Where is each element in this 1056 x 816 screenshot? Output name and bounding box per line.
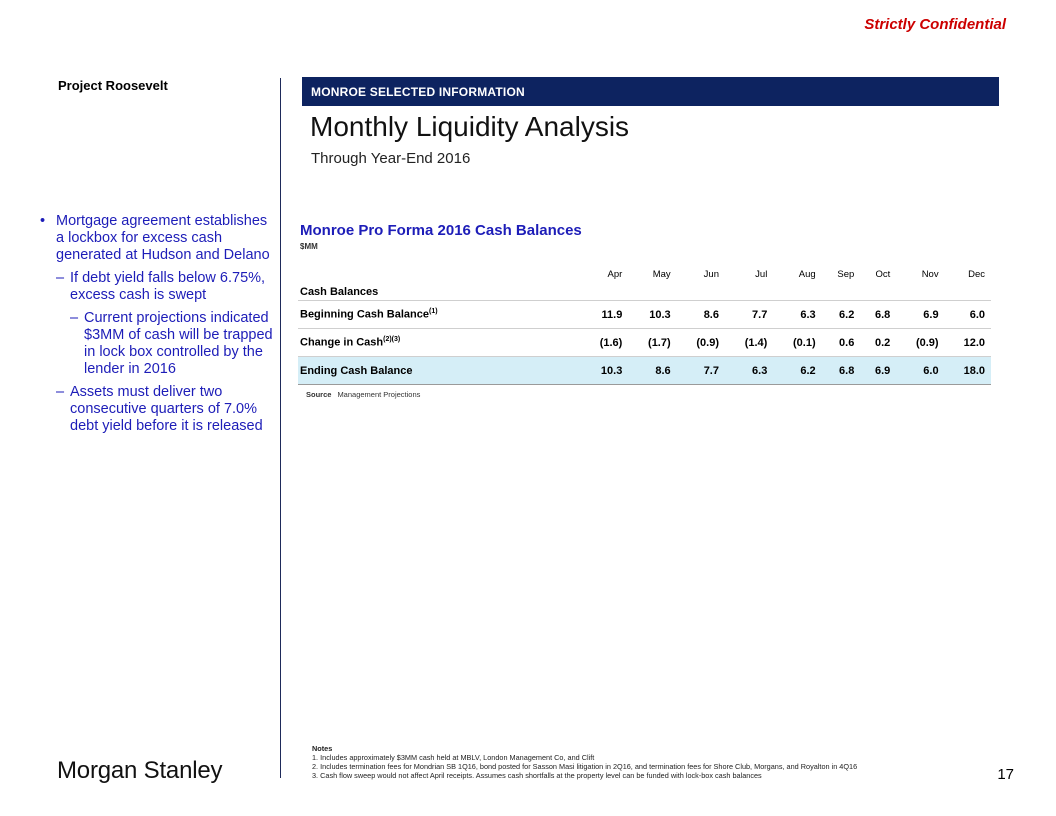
bullet-mark: – [56,384,65,400]
section-row [298,284,991,301]
bullet-projections [34,310,274,378]
table-row-ending [298,357,991,385]
footnote: 3. Cash flow sweep would not affect April receipts. Assumes cash shortfalls at the property level can be funded with lock-box cash balances [312,771,762,780]
table-cell: 7.7 [677,357,725,385]
table-cell: 6.0 [896,357,944,385]
table-cell: 6.8 [860,301,896,329]
table-cell: 6.2 [773,357,821,385]
vertical-divider [280,78,281,778]
column-header: May [652,268,671,280]
table-cell: 8.6 [628,357,676,385]
bullet-debt-yield [34,270,274,304]
table-cell: 7.7 [725,301,773,329]
table-cell: (0.9) [677,329,725,357]
table-cell: 6.3 [773,301,821,329]
column-header: Jul [755,268,768,280]
column-header: Oct [875,268,891,280]
footnote: 1. Includes approximately $3MM cash held at MBLV, London Management Co, and Clift [312,753,595,762]
page-title: Monthly Liquidity Analysis [310,111,630,142]
footnote: 2. Includes termination fees for Mondrian SB 1Q16, bond posted for Sasson Masi litigation in 2Q16, and termination fees for Shore Club, Morgans, and Royalton in 4Q16 [312,762,858,771]
table-cell: 11.9 [580,301,628,329]
row-label [298,301,580,329]
footnote-ref: (1) [428,308,438,316]
project-name: Project Roosevelt [58,78,168,93]
table-cell: 6.3 [725,357,773,385]
header-spacer [298,264,580,284]
table-cell: 6.9 [896,301,944,329]
unit-label: $MM [300,242,318,251]
table-header-row [298,264,991,284]
confidentiality-label: Strictly Confidential [864,16,1006,33]
notes-title: Notes [312,744,333,753]
footnotes [312,744,857,780]
source-label: Source [306,390,332,399]
source-text: Management Projections [337,390,421,399]
section-banner: MONROE SELECTED INFORMATION [302,77,999,106]
column-header: Sep [837,268,855,280]
bullet-text: If debt yield falls below 6.75%, excess cash is swept [70,270,266,303]
table-cell: 12.0 [945,329,991,357]
morgan-stanley-logo: Morgan Stanley [57,757,223,784]
table-cell: 10.3 [580,357,628,385]
row-label-text: Ending Cash Balance [300,364,413,377]
row-label-text: Beginning Cash Balance [300,308,429,321]
bullet-mark: • [40,213,46,229]
row-label [298,357,580,385]
table-cell: 18.0 [945,357,991,385]
column-header: Nov [921,268,939,280]
bullet-lockbox [34,213,274,264]
table-row-beginning [298,301,991,329]
table-cell: (1.6) [580,329,628,357]
bullet-text: Current projections indicated $3MM of cash will be trapped in lock box controlled by the lender in 2016 [84,310,273,377]
bullet-release [34,384,274,435]
bullet-text: Mortgage agreement establishes a lockbox for excess cash generated at Hudson and Delano [56,213,270,263]
table-row-change [298,329,991,357]
page-number: 17 [997,766,1014,783]
page-subtitle: Through Year-End 2016 [311,150,471,167]
column-header: Dec [968,268,985,280]
footnote-ref: (2)(3) [383,336,401,344]
table-cell: 6.2 [822,301,861,329]
table-cell: (1.4) [725,329,773,357]
table-cell: (1.7) [628,329,676,357]
table-title: Monroe Pro Forma 2016 Cash Balances [300,222,582,239]
table-cell: (0.1) [773,329,821,357]
section-label: Cash Balances [298,284,991,301]
row-label [298,329,580,357]
bullet-mark: – [56,270,65,286]
sidebar-bullets [34,213,274,435]
table-cell: 6.9 [860,357,896,385]
column-header: Jun [703,268,719,280]
cash-balances-table [298,264,991,385]
bullet-mark: – [70,310,79,326]
table-cell: 10.3 [628,301,676,329]
row-label-text: Change in Cash [300,336,384,349]
table-cell: 8.6 [677,301,725,329]
source-note [306,390,420,399]
column-header: Apr [607,268,623,280]
column-header: Aug [798,268,816,280]
table-cell: (0.9) [896,329,944,357]
table-cell: 0.2 [860,329,896,357]
table-cell: 6.0 [945,301,991,329]
table-cell: 6.8 [822,357,861,385]
bullet-text: Assets must deliver two consecutive quarters of 7.0% debt yield before it is released [70,384,263,434]
table-cell: 0.6 [822,329,861,357]
